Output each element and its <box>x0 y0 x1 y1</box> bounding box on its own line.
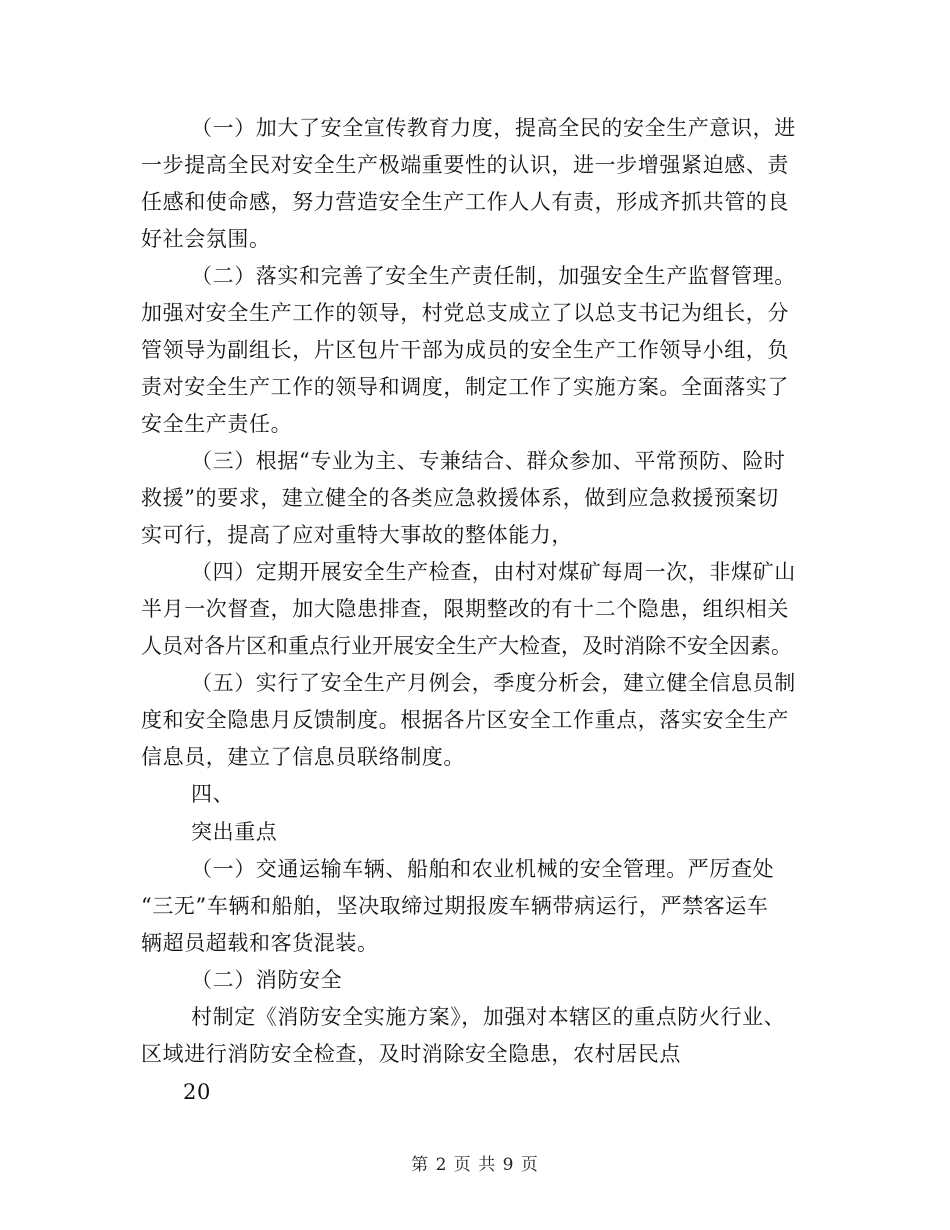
text-line: （一）交通运输车辆、船舶和农业机械的安全管理。严厉查处 <box>191 857 775 881</box>
text-line: 人员对各片区和重点行业开展安全生产大检查，及时消除不安全因素。 <box>141 634 792 658</box>
text-line: 一步提高全民对安全生产极端重要性的认识，进一步增强紧迫感、责 <box>141 153 789 177</box>
text-line: 救援”的要求，建立健全的各类应急救援体系，做到应急救援预案切 <box>141 486 779 510</box>
text-line: 任感和使命感，努力营造安全生产工作人人有责，形成齐抓共管的良 <box>141 190 789 214</box>
text-line: 信息员，建立了信息员联络制度。 <box>141 745 465 769</box>
text-line: （三）根据“专业为主、专兼结合、群众参加、平常预防、险时 <box>191 449 786 473</box>
text-line: 辆超员超载和客货混装。 <box>141 931 379 955</box>
text-line: 安全生产责任。 <box>141 412 293 436</box>
text-line: （一）加大了安全宣传教育力度，提高全民的安全生产意识，进 <box>191 116 796 140</box>
text-line: 管领导为副组长，片区包片干部为成员的安全生产工作领导小组，负 <box>141 338 789 362</box>
section-heading: 突出重点 <box>191 820 278 844</box>
text-line: “三无”车辆和船舶，坚决取缔过期报废车辆带病运行，严禁客运车 <box>141 894 769 918</box>
text-line: 度和安全隐患月反馈制度。根据各片区安全工作重点，落实安全生产 <box>141 708 789 732</box>
section-number: 四、 <box>191 782 235 806</box>
text-line: 加强对安全生产工作的领导，村党总支成立了以总支书记为组长，分 <box>141 301 789 325</box>
text-line: 好社会氛围。 <box>141 227 271 251</box>
text-line: 实可行，提高了应对重特大事故的整体能力， <box>141 523 573 547</box>
text-line: 区域进行消防安全检查，及时消除安全隐患，农村居民点 <box>141 1042 681 1066</box>
subsection-heading: （二）消防安全 <box>191 968 343 992</box>
text-line: 20 <box>183 1080 211 1104</box>
text-line: （二）落实和完善了安全生产责任制，加强安全生产监督管理。 <box>191 264 796 288</box>
page-footer: 第 2 页 共 9 页 <box>411 1155 539 1175</box>
text-line: 村制定《消防安全实施方案》，加强对本辖区的重点防火行业、 <box>191 1005 786 1029</box>
text-line: 责对安全生产工作的领导和调度，制定工作了实施方案。全面落实了 <box>141 375 789 399</box>
text-line: （四）定期开展安全生产检查，由村对煤矿每周一次，非煤矿山 <box>191 560 796 584</box>
text-line: 半月一次督查，加大隐患排查，限期整改的有十二个隐患，组织相关 <box>141 597 789 621</box>
text-line: （五）实行了安全生产月例会，季度分析会，建立健全信息员制 <box>191 671 796 695</box>
